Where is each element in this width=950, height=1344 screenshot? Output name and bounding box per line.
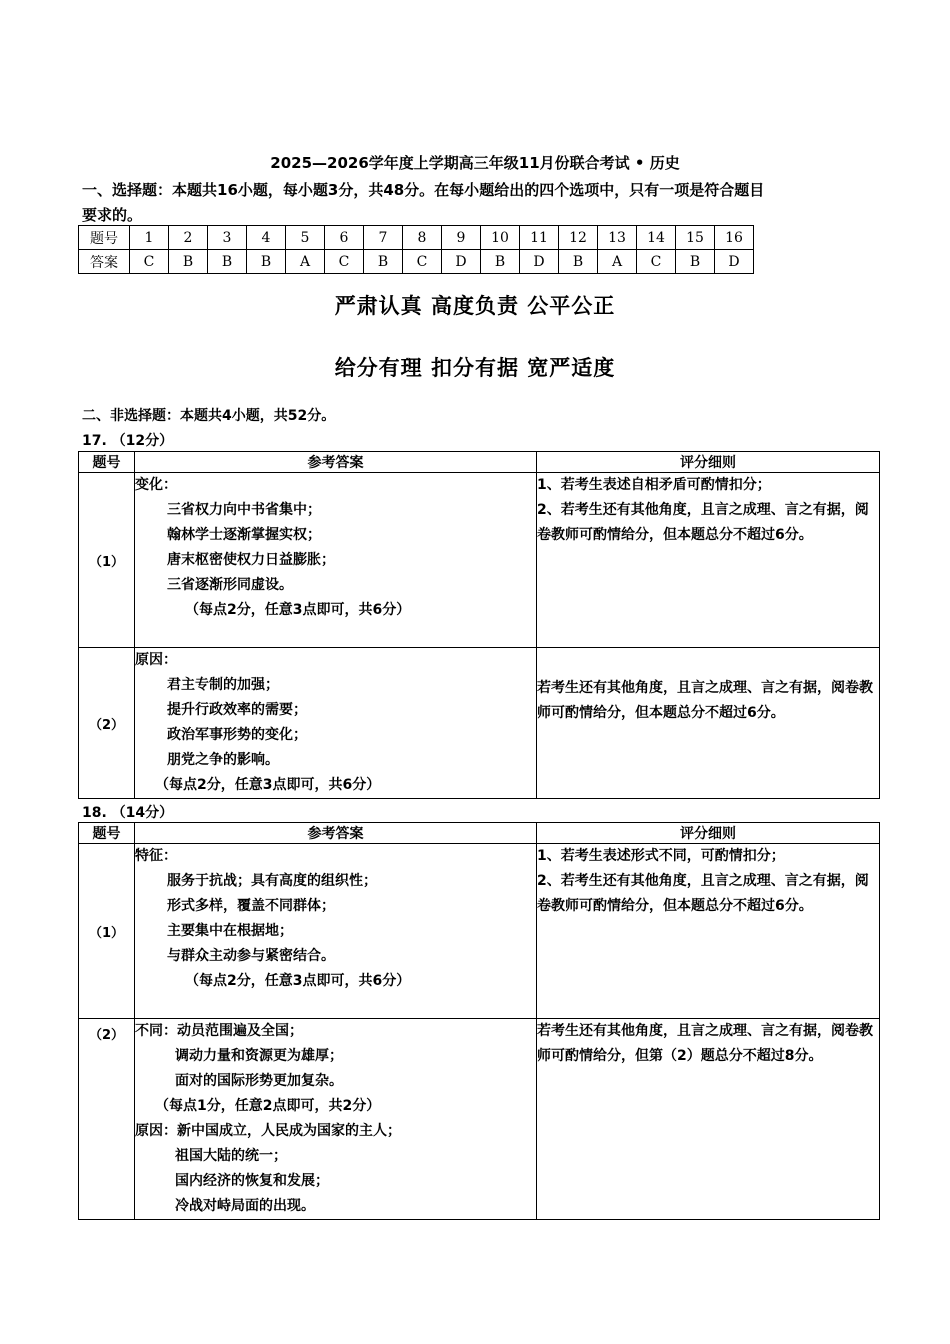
table-row xyxy=(79,648,880,799)
mc-number: 11 xyxy=(520,226,559,250)
grading-motto-2: 给分有理 扣分有据 宽严适度 xyxy=(334,356,616,380)
grading-motto-1: 严肃认真 高度负责 公平公正 xyxy=(334,294,616,318)
section-1-instructions xyxy=(82,178,872,228)
answer-line: 面对的国际形势更加复杂。 xyxy=(175,1073,343,1089)
mc-number: 1 xyxy=(130,226,169,250)
answer-line: 特征： xyxy=(135,848,177,864)
grading-rule: 若考生还有其他角度，且言之成理、言之有据，阅卷教师可酌情给分，但第（2）题总分不超过8分。 xyxy=(537,1019,880,1220)
mc-number: 2 xyxy=(169,226,208,250)
answer-line: 原因： xyxy=(135,652,177,668)
answer-line: 与群众主动参与紧密结合。 xyxy=(167,948,335,964)
mc-number: 14 xyxy=(637,226,676,250)
answer-line: 形式多样，覆盖不同群体； xyxy=(167,898,335,914)
reference-answer xyxy=(135,648,537,799)
mc-number: 12 xyxy=(559,226,598,250)
answer-line: 三省逐渐形同虚设。 xyxy=(167,577,293,593)
mc-answer: A xyxy=(286,250,325,274)
mc-answer: D xyxy=(520,250,559,274)
row-label-answer: 答案 xyxy=(79,250,130,274)
mc-number: 9 xyxy=(442,226,481,250)
answer-line: 提升行政效率的需要； xyxy=(167,702,307,718)
question-18-heading: 18. （14分） xyxy=(82,805,174,821)
mc-answer: B xyxy=(481,250,520,274)
row-number: （2） xyxy=(79,1019,135,1220)
mc-answer: B xyxy=(559,250,598,274)
header-rule: 评分细则 xyxy=(537,452,880,473)
multiple-choice-answer-table xyxy=(78,225,754,274)
header-answer: 参考答案 xyxy=(135,452,537,473)
question-17-table xyxy=(78,451,880,799)
question-17-heading: 17. （12分） xyxy=(82,433,174,449)
row-label-number: 题号 xyxy=(79,226,130,250)
answer-row xyxy=(79,250,754,274)
header-rule: 评分细则 xyxy=(537,823,880,844)
table-header-row xyxy=(79,452,880,473)
answer-line: （每点2分，任意3点即可，共6分） xyxy=(185,973,411,989)
reference-answer xyxy=(135,844,537,1019)
answer-line: 服务于抗战；具有高度的组织性； xyxy=(167,873,377,889)
reference-answer xyxy=(135,473,537,648)
table-row xyxy=(79,1019,880,1220)
header-number: 题号 xyxy=(79,452,135,473)
question-number-row xyxy=(79,226,754,250)
row-number: （2） xyxy=(79,648,135,799)
mc-number: 5 xyxy=(286,226,325,250)
answer-line: 三省权力向中书省集中； xyxy=(167,502,321,518)
mc-number: 7 xyxy=(364,226,403,250)
answer-line: 冷战对峙局面的出现。 xyxy=(175,1198,315,1214)
table-header-row xyxy=(79,823,880,844)
reference-answer xyxy=(135,1019,537,1220)
grading-rule: 若考生还有其他角度，且言之成理、言之有据，阅卷教师可酌情给分，但本题总分不超过6分。 xyxy=(537,648,880,799)
mc-answer: C xyxy=(403,250,442,274)
mc-answer: D xyxy=(715,250,754,274)
mc-number: 15 xyxy=(676,226,715,250)
mc-answer: B xyxy=(247,250,286,274)
section-1-line-2: 要求的。 xyxy=(82,206,143,224)
mc-answer: C xyxy=(637,250,676,274)
mc-answer: B xyxy=(169,250,208,274)
answer-line: 祖国大陆的统一； xyxy=(175,1148,287,1164)
answer-line: 唐末枢密使权力日益膨胀； xyxy=(167,552,335,568)
mc-answer: B xyxy=(364,250,403,274)
mc-answer: C xyxy=(130,250,169,274)
mc-number: 10 xyxy=(481,226,520,250)
answer-line: 国内经济的恢复和发展； xyxy=(175,1173,329,1189)
mc-answer: B xyxy=(208,250,247,274)
answer-line: 君主专制的加强； xyxy=(167,677,279,693)
answer-line: （每点2分，任意3点即可，共6分） xyxy=(155,777,381,793)
row-number: （1） xyxy=(79,473,135,648)
section-1-line-1: 一、选择题：本题共16小题，每小题3分，共48分。在每小题给出的四个选项中，只有一项是符合题目 xyxy=(82,181,765,199)
mc-answer: B xyxy=(676,250,715,274)
question-18-table xyxy=(78,822,880,1220)
answer-line: （每点2分，任意3点即可，共6分） xyxy=(185,602,411,618)
answer-line: （每点1分，任意2点即可，共2分） xyxy=(155,1098,381,1114)
answer-line: 变化： xyxy=(135,477,177,493)
answer-line: 朋党之争的影响。 xyxy=(167,752,279,768)
grading-rule: 1、若考生表述形式不同，可酌情扣分； 2、若考生还有其他角度，且言之成理、言之有据，阅卷教师可酌情给分，但本题总分不超过6分。 xyxy=(537,844,880,1019)
header-answer: 参考答案 xyxy=(135,823,537,844)
mc-number: 3 xyxy=(208,226,247,250)
mc-number: 8 xyxy=(403,226,442,250)
mc-answer: D xyxy=(442,250,481,274)
answer-line: 主要集中在根据地； xyxy=(167,923,293,939)
table-row xyxy=(79,844,880,1019)
section-2-heading: 二、非选择题：本题共4小题，共52分。 xyxy=(82,408,336,424)
table-row xyxy=(79,473,880,648)
row-number: （1） xyxy=(79,844,135,1019)
mc-number: 13 xyxy=(598,226,637,250)
header-number: 题号 xyxy=(79,823,135,844)
mc-answer: C xyxy=(325,250,364,274)
mc-number: 6 xyxy=(325,226,364,250)
answer-line: 调动力量和资源更为雄厚； xyxy=(175,1048,343,1064)
mc-number: 16 xyxy=(715,226,754,250)
answer-line: 政治军事形势的变化； xyxy=(167,727,307,743)
mc-number: 4 xyxy=(247,226,286,250)
answer-line: 原因：新中国成立，人民成为国家的主人； xyxy=(135,1123,401,1139)
answer-line: 翰林学士逐渐掌握实权； xyxy=(167,527,321,543)
mc-answer: A xyxy=(598,250,637,274)
answer-line: 不同：动员范围遍及全国； xyxy=(135,1023,303,1039)
page-title: 2025—2026学年度上学期高三年级11月份联合考试 • 历史 xyxy=(270,154,680,172)
grading-rule: 1、若考生表述自相矛盾可酌情扣分； 2、若考生还有其他角度，且言之成理、言之有据，阅卷教师可酌情给分，但本题总分不超过6分。 xyxy=(537,473,880,648)
